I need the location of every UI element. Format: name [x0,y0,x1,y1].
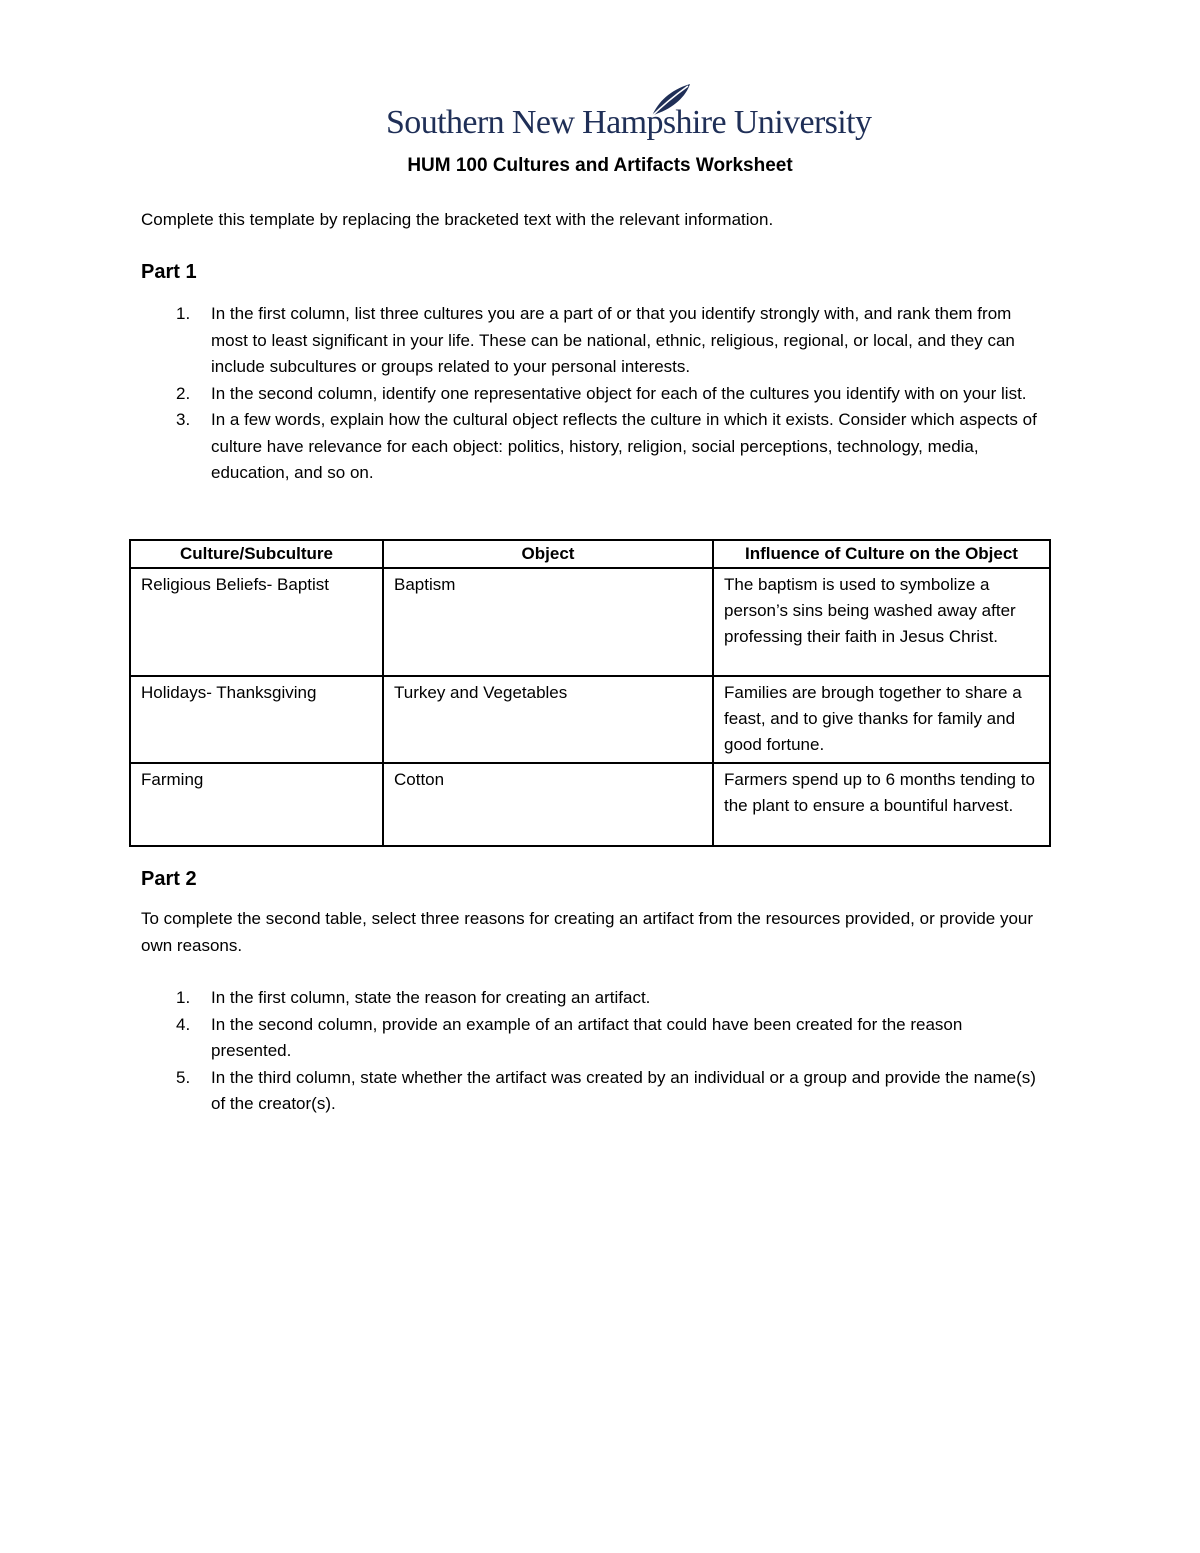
list-item [141,985,1041,1012]
list-item [141,1065,1041,1118]
table-cell[interactable]: Holidays- Thanksgiving [130,676,383,763]
table-row [130,568,1050,676]
table-cell[interactable]: Families are brough together to share a feast, and to give thanks for family and good fortune. [713,676,1050,763]
part2-intro: To complete the second table, select three reasons for creating an artifact from the resources provided, or provide your own reasons. [141,909,1034,955]
intro-text: Complete this template by replacing the bracketed text with the relevant information. [141,210,774,229]
list-text: In the third column, state whether the artifact was created by an individual or a group and provide the name(s) of the creator(s). [211,1067,1036,1113]
university-logo [386,82,872,148]
column-header: Culture/Subculture [130,540,383,568]
list-text: In the second column, provide an example of an artifact that could have been created for the reason presented. [211,1014,963,1060]
part1-instructions [141,301,1041,487]
list-item [141,301,1041,381]
table-row [130,763,1050,846]
table-cell[interactable]: Farming [130,763,383,846]
logo-wordmark: Southern New Hampshire University [386,104,872,141]
list-number: 3. [176,410,191,429]
cultures-table [129,539,1051,847]
list-number: 5. [176,1067,191,1087]
list-number: 1. [176,988,191,1007]
table-cell[interactable]: Turkey and Vegetables [383,676,713,763]
column-header: Object [383,540,713,568]
column-header: Influence of Culture on the Object [713,540,1050,568]
list-item [141,1012,1041,1065]
table-cell[interactable]: The baptism is used to symbolize a person’s sins being washed away after professing their faith in Jesus Christ. [713,568,1050,676]
table-cell[interactable]: Baptism [383,568,713,676]
list-text: In the first column, state the reason for creating an artifact. [211,988,651,1007]
part2-instructions [141,985,1041,1118]
list-number: 1. [176,304,191,323]
list-number: 2. [176,383,191,403]
table-row [130,676,1050,763]
list-text: In a few words, explain how the cultural object reflects the culture in which it exists. Consider which aspects of culture have relevance for each object: politics, history, religion, social perceptions, technology, media, education, and so on. [211,410,1037,482]
list-text: In the first column, list three cultures you are a part of or that you identify strongly with, and rank them from most to least significant in your life. These can be national, ethnic, religious, regional, or local, and they can include subcultures or groups related to your personal interests. [211,304,1015,376]
table-cell[interactable]: Farmers spend up to 6 months tending to the plant to ensure a bountiful harvest. [713,763,1050,846]
list-number: 4. [176,1014,191,1034]
list-item [141,407,1041,487]
page-title: HUM 100 Cultures and Artifacts Worksheet [407,155,793,176]
list-item [141,381,1041,408]
table-cell[interactable]: Religious Beliefs- Baptist [130,568,383,676]
part1-heading: Part 1 [141,261,197,283]
list-text: In the second column, identify one representative object for each of the cultures you identify with on your list. [211,383,1027,403]
table-header-row [130,540,1050,568]
part2-heading: Part 2 [141,868,197,890]
table-cell[interactable]: Cotton [383,763,713,846]
